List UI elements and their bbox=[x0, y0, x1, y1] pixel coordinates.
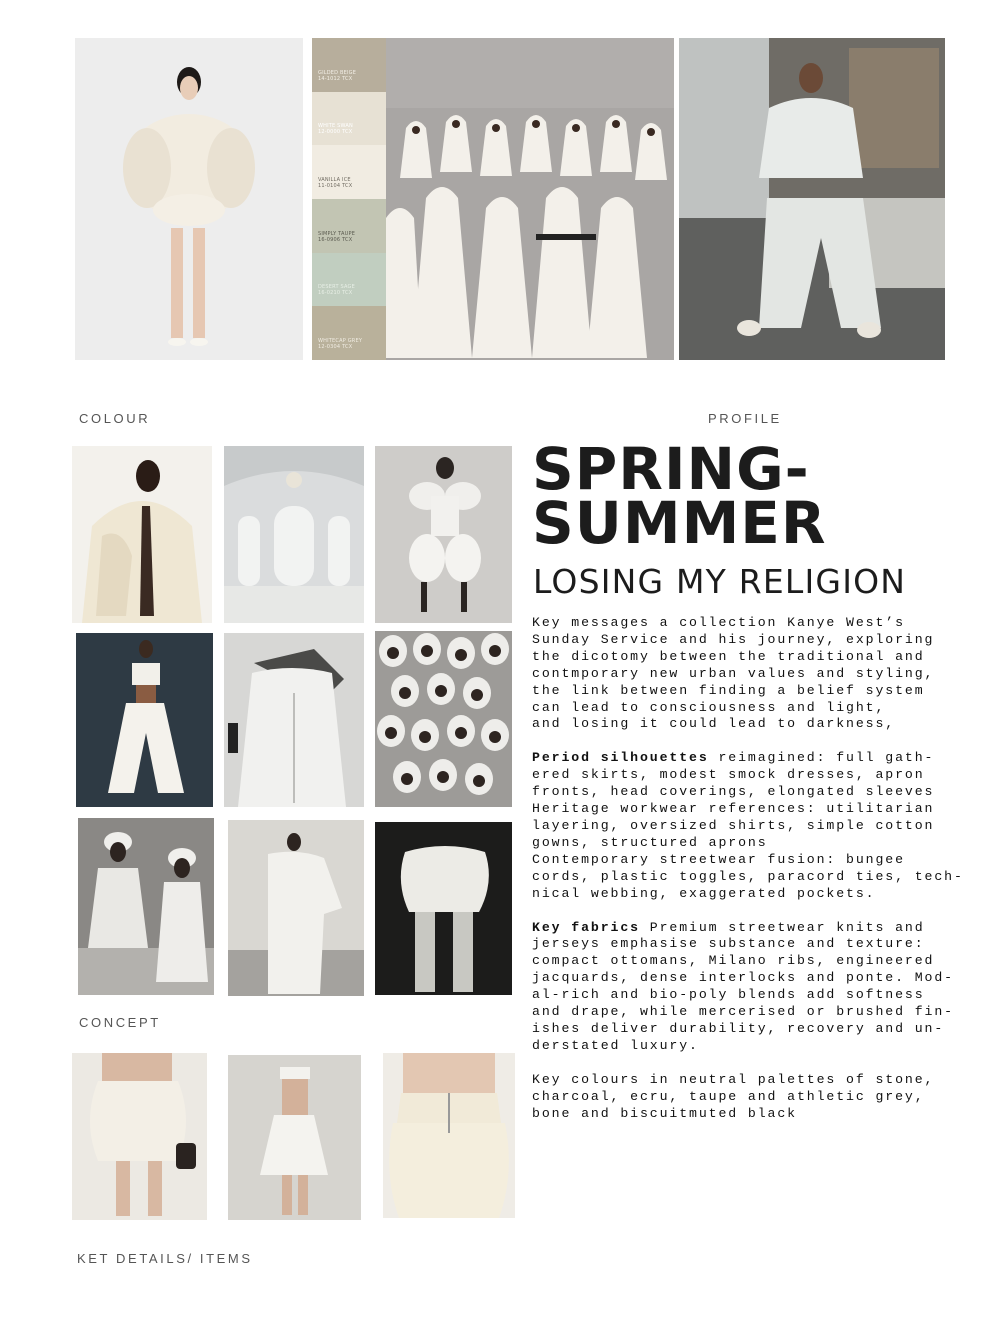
swatch-name: WHITECAP GREY bbox=[318, 338, 363, 345]
text-line: jerseys emphasise substance and texture: bbox=[532, 936, 925, 952]
period-silhouettes-paragraph bbox=[532, 750, 972, 902]
season-title-line2: SUMMER bbox=[532, 489, 827, 557]
text-line: the dicotomy between the traditional and bbox=[532, 648, 925, 664]
text-fragment: Premium streetwear knits and bbox=[639, 919, 925, 935]
text-line: contmporary new urban values and styling, bbox=[532, 665, 935, 681]
colour-label: COLOUR bbox=[79, 411, 151, 426]
text-line bbox=[532, 920, 972, 937]
photo-headwrap-women-bw bbox=[78, 818, 214, 995]
swatch-1 bbox=[312, 92, 386, 146]
photo-bubble-shorts bbox=[375, 822, 512, 995]
concept-label: CONCEPT bbox=[79, 1015, 161, 1030]
colour-swatch-strip bbox=[312, 38, 386, 360]
swatch-5 bbox=[312, 306, 386, 360]
photo-puff-sleeve-bw bbox=[375, 446, 512, 623]
swatch-name: VANILLA ICE bbox=[318, 177, 351, 184]
key-details-label: KET DETAILS/ ITEMS bbox=[77, 1251, 253, 1266]
photo-white-smock-dress bbox=[224, 633, 364, 807]
swatch-2 bbox=[312, 145, 386, 199]
season-title bbox=[532, 435, 972, 557]
swatch-code: 16-0210 TCX bbox=[318, 290, 353, 297]
text-line: Key messages a collection Kanye West’s bbox=[532, 615, 905, 630]
photo-choir-crowd-bw bbox=[375, 631, 512, 807]
text-line: fronts, head coverings, elongated sleeves bbox=[532, 784, 935, 800]
season-title-line1: SPRING- bbox=[532, 435, 810, 503]
text-line: jacquards, dense interlocks and ponte. Mod- bbox=[532, 970, 954, 986]
text-line: and drape, while mercerised or brushed fin- bbox=[532, 1004, 954, 1020]
text-line: nical webbing, exaggerated pockets. bbox=[532, 885, 876, 901]
collection-subtitle: LOSING MY RELIGION bbox=[533, 562, 907, 601]
text-line: al-rich and bio-poly blends add softness bbox=[532, 987, 925, 1003]
photo-street-style-model bbox=[679, 38, 945, 360]
swatch-code: 14-1012 TCX bbox=[318, 75, 353, 82]
text-line bbox=[532, 750, 972, 767]
key-colours-paragraph bbox=[532, 1072, 972, 1123]
swatch-code: 12-0304 TCX bbox=[318, 344, 353, 351]
photo-cream-cape-model bbox=[72, 446, 212, 623]
text-line: and losing it could lead to darkness, bbox=[532, 716, 896, 732]
text-line: Sunday Service and his journey, exploring bbox=[532, 631, 935, 647]
period-silhouettes-heading: Period silhouettes bbox=[532, 750, 709, 766]
swatch-name: WHITE SWAN bbox=[318, 123, 353, 130]
text-line: bone and biscuitmuted black bbox=[532, 1105, 797, 1121]
profile-body bbox=[532, 615, 972, 1139]
swatch-name: DESERT SAGE bbox=[318, 284, 355, 291]
text-line: can lead to consciousness and light, bbox=[532, 699, 886, 715]
text-line: ered skirts, modest smock dresses, apron bbox=[532, 767, 925, 783]
profile-label: PROFILE bbox=[708, 411, 782, 426]
swatch-name: GILDED BEIGE bbox=[318, 69, 357, 76]
photo-draped-white-figure bbox=[228, 820, 364, 996]
text-line: ishes deliver durability, recovery and un- bbox=[532, 1020, 945, 1036]
text-line: derstated luxury. bbox=[532, 1037, 699, 1053]
text-line: compact ottomans, Milano ribs, engineered bbox=[532, 953, 935, 969]
text-line: cords, plastic toggles, paracord ties, tech- bbox=[532, 868, 964, 884]
text-fragment: reimagined: full gath- bbox=[708, 750, 935, 766]
key-fabrics-paragraph bbox=[532, 920, 972, 1055]
swatch-0 bbox=[312, 38, 386, 92]
photo-puff-jacket-model bbox=[75, 38, 303, 360]
photo-sunday-service-choir bbox=[386, 38, 674, 360]
photo-balloon-skirt-back bbox=[72, 1053, 207, 1220]
photo-tiered-white-skirt bbox=[228, 1055, 361, 1220]
text-line: charcoal, ecru, taupe and athletic grey, bbox=[532, 1088, 925, 1104]
key-messages-paragraph bbox=[532, 615, 972, 733]
photo-white-ballroom bbox=[224, 446, 364, 623]
text-line: Heritage workwear references: utilitarian bbox=[532, 801, 935, 817]
photo-corset-skirt bbox=[383, 1053, 515, 1218]
swatch-code: 11-0104 TCX bbox=[318, 183, 353, 190]
text-line: gowns, structured aprons bbox=[532, 834, 768, 850]
swatch-name: SIMPLY TAUPE bbox=[318, 230, 356, 237]
swatch-3 bbox=[312, 199, 386, 253]
swatch-4 bbox=[312, 253, 386, 307]
swatch-code: 16-0906 TCX bbox=[318, 236, 353, 243]
text-line: Key colours in neutral palettes of stone, bbox=[532, 1071, 935, 1087]
swatch-code: 12-0000 TCX bbox=[318, 129, 353, 136]
text-line: layering, oversized shirts, simple cotton bbox=[532, 817, 935, 833]
key-fabrics-heading: Key fabrics bbox=[532, 919, 640, 935]
text-line: the link between finding a belief system bbox=[532, 682, 925, 698]
text-line: Contemporary streetwear fusion: bungee bbox=[532, 851, 905, 867]
photo-bloomers-model bbox=[76, 633, 213, 807]
